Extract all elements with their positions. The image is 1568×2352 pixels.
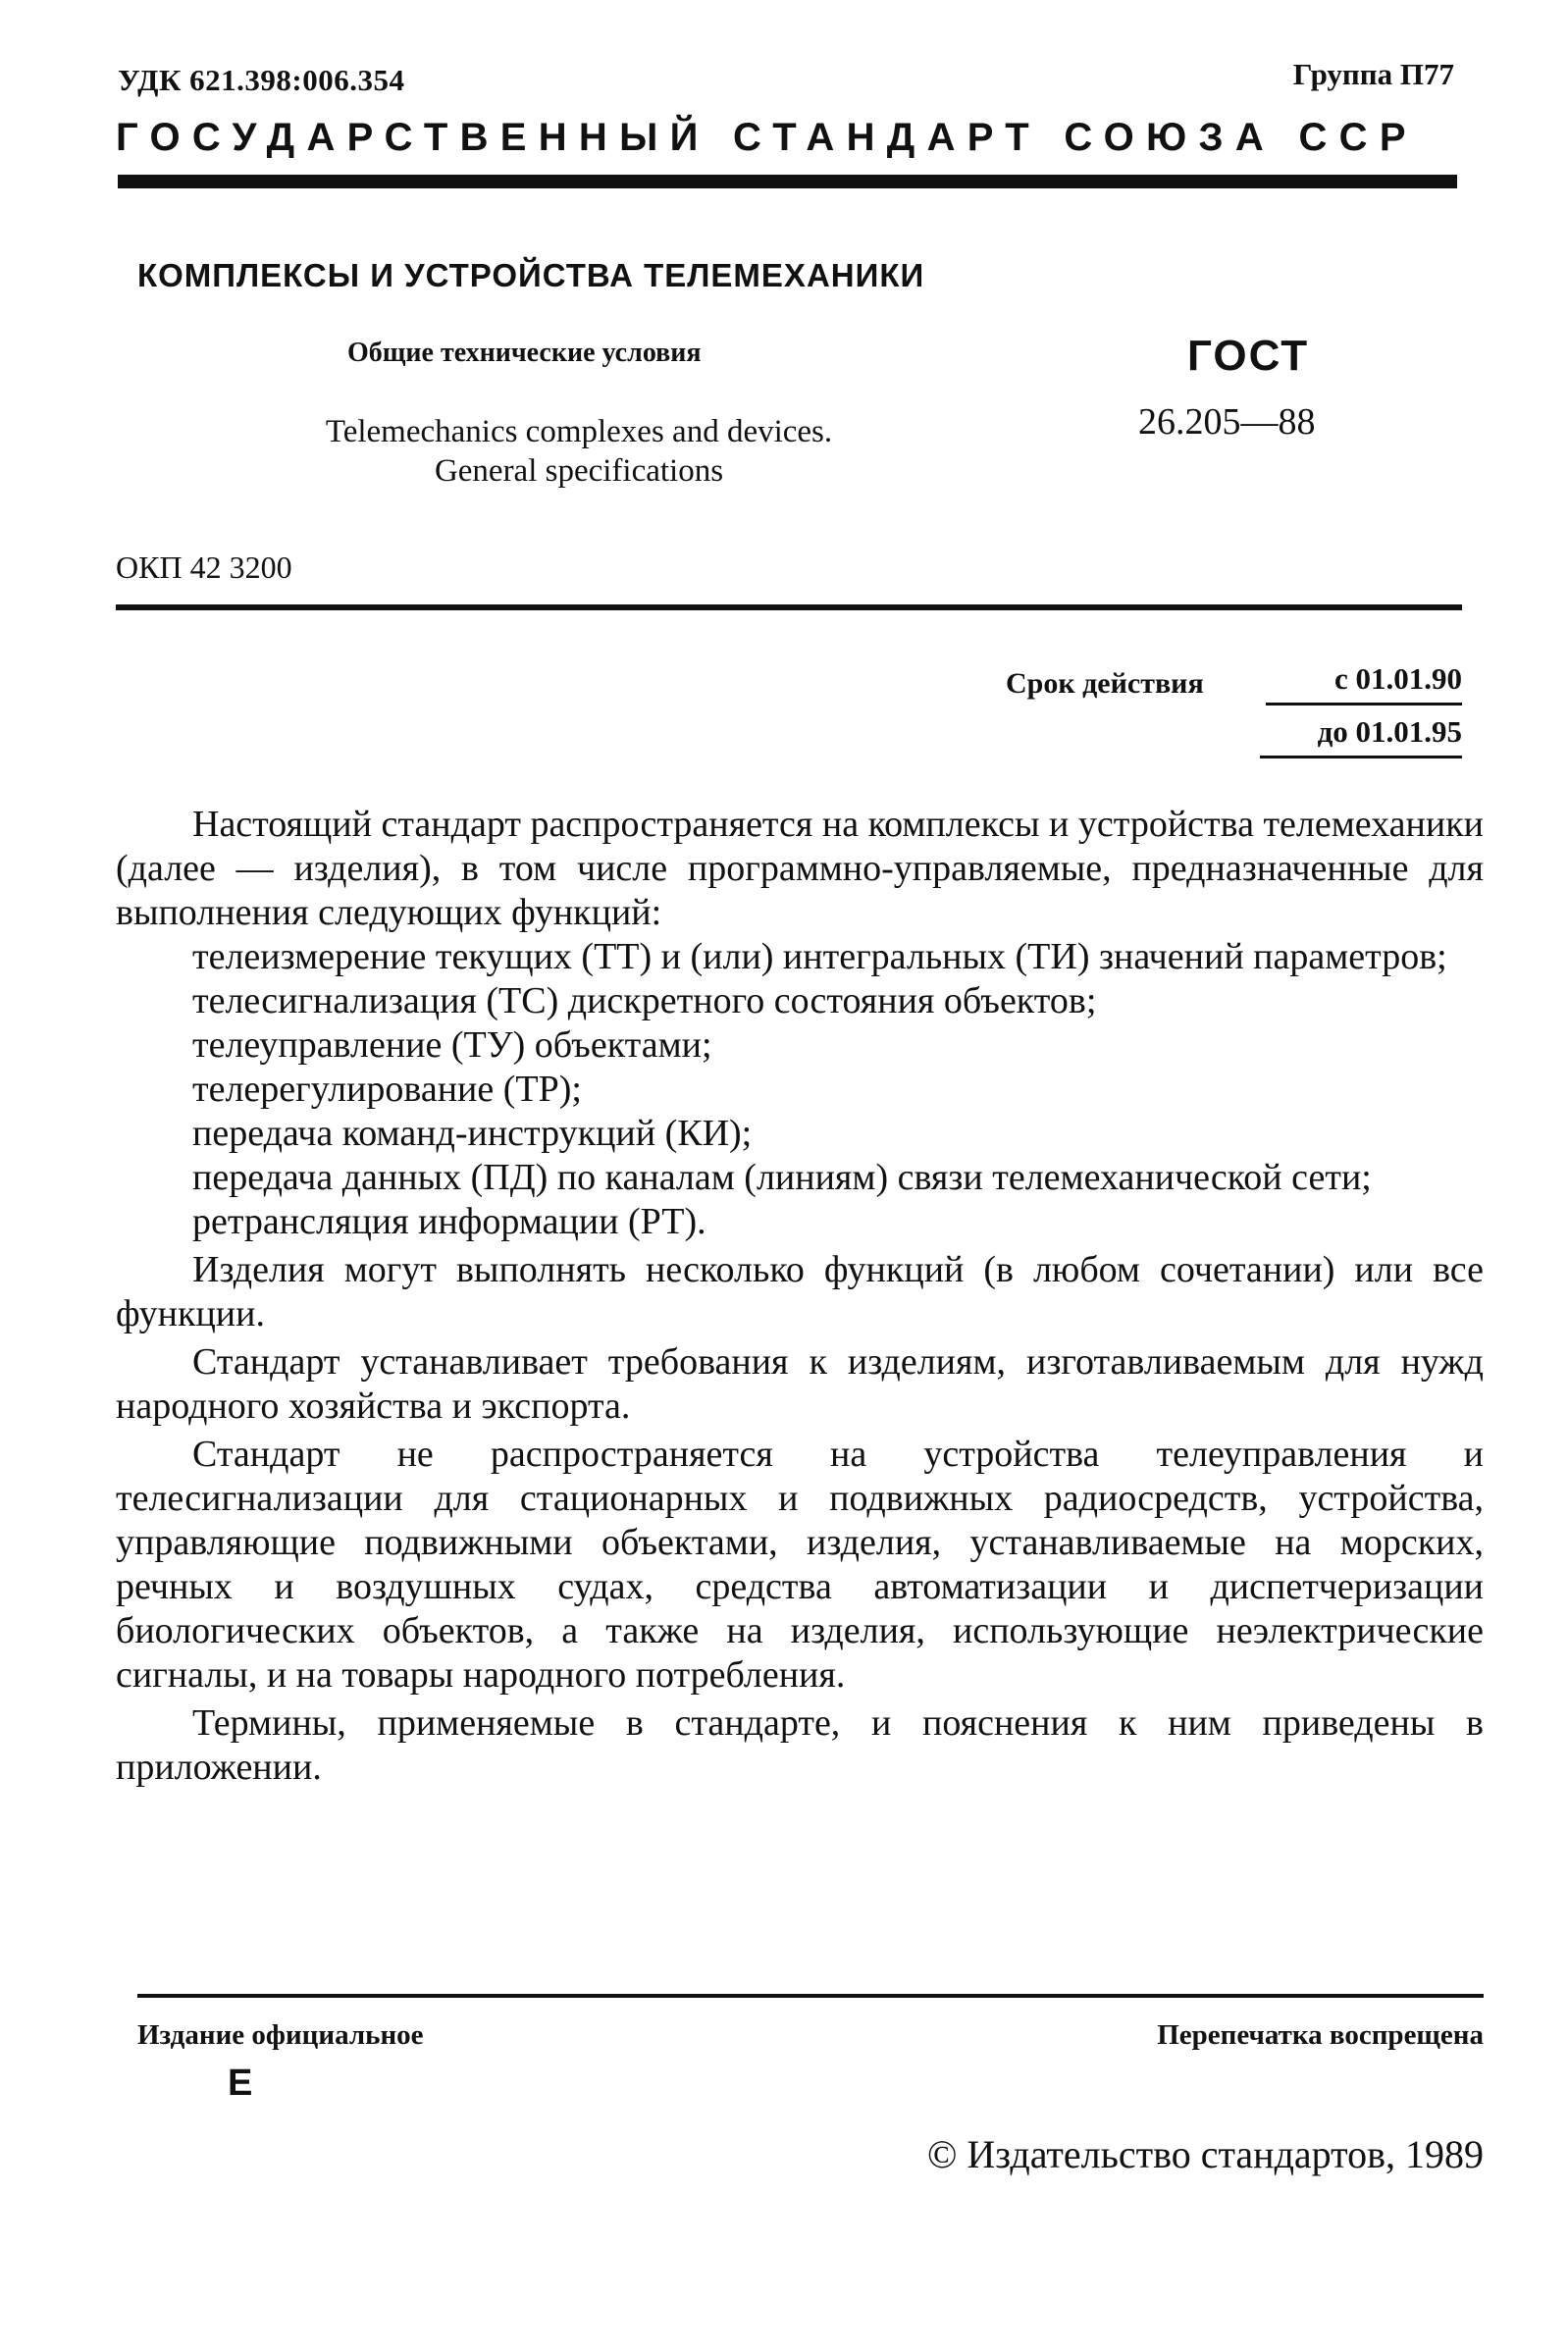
function-item: телеуправление (ТУ) объектами; xyxy=(192,1024,712,1066)
state-standard-heading: ГОСУДАРСТВЕННЫЙ СТАНДАРТ СОЮЗА ССР xyxy=(116,116,1418,159)
function-item: телесигнализация (ТС) дискретного состояния объектов; xyxy=(192,980,1097,1021)
edition-label: Издание официальное xyxy=(137,2019,424,2051)
gost-number: 26.205—88 xyxy=(1138,401,1316,443)
group-code: Группа П77 xyxy=(1292,57,1454,91)
document-title: КОМПЛЕКСЫ И УСТРОЙСТВА ТЕЛЕМЕХАНИКИ xyxy=(137,257,925,293)
edition-mark: Е xyxy=(228,2063,253,2104)
exclusions-paragraph: Стандарт не распространяется на устройства телеуправления и телесигнализации для стационарных и подвижных радиосредств, устройства, управляющие подвижными объектами, изделия, устанавливаемые на морских, речных и воздушных судах, средства автоматизации и диспетчеризации биологических объектов, а также на изделия, использующие неэлектрические сигналы, и на товары народного потребления. xyxy=(116,1434,1484,1696)
footer-rule xyxy=(137,1994,1484,1998)
function-item: ретрансляция информации (РТ). xyxy=(192,1201,706,1242)
validity-underline xyxy=(1266,703,1462,706)
requirements-paragraph: Стандарт устанавливает требования к изделиям, изготавливаемым для нужд народного хозяйства и экспорта. xyxy=(116,1341,1484,1427)
gost-label: ГОСТ xyxy=(1187,332,1310,380)
validity-from: с 01.01.90 xyxy=(1333,661,1462,696)
combination-paragraph: Изделия могут выполнять несколько функций (в любом сочетании) или все функции. xyxy=(116,1249,1484,1334)
validity-label: Срок действия xyxy=(1006,667,1204,700)
function-item: телерегулирование (ТР); xyxy=(192,1069,582,1110)
english-title-line: General specifications xyxy=(434,453,724,489)
header-thick-rule xyxy=(118,175,1457,188)
document-subtitle: Общие технические условия xyxy=(347,338,702,368)
okp-code: ОКП 42 3200 xyxy=(116,549,292,585)
validity-underline xyxy=(1260,756,1462,758)
validity-to: до 01.01.95 xyxy=(1317,714,1462,749)
english-title-line: Telemechanics complexes and devices. xyxy=(325,414,833,449)
body-text xyxy=(116,803,1484,1790)
reprint-notice: Перепечатка воспрещена xyxy=(1157,2019,1484,2051)
intro-paragraph: Настоящий стандарт распространяется на комплексы и устройства телемеханики (далее — изделия), в том числе программно-управляемые, предназначенные для выполнения следующих функций: xyxy=(116,804,1484,933)
function-item: телеизмерение текущих (ТТ) и (или) интегральных (ТИ) значений параметров; xyxy=(192,936,1447,977)
function-item: передача команд-инструкций (КИ); xyxy=(192,1113,753,1154)
title-block-rule xyxy=(116,604,1462,610)
terms-paragraph: Термины, применяемые в стандарте, и пояснения к ним приведены в приложении. xyxy=(116,1702,1484,1788)
function-item: передача данных (ПД) по каналам (линиям) связи телемеханической сети; xyxy=(192,1157,1372,1198)
english-title xyxy=(265,412,893,491)
copyright-notice: © Издательство стандартов, 1989 xyxy=(926,2132,1484,2176)
udk-code: УДК 621.398:006.354 xyxy=(118,63,405,97)
